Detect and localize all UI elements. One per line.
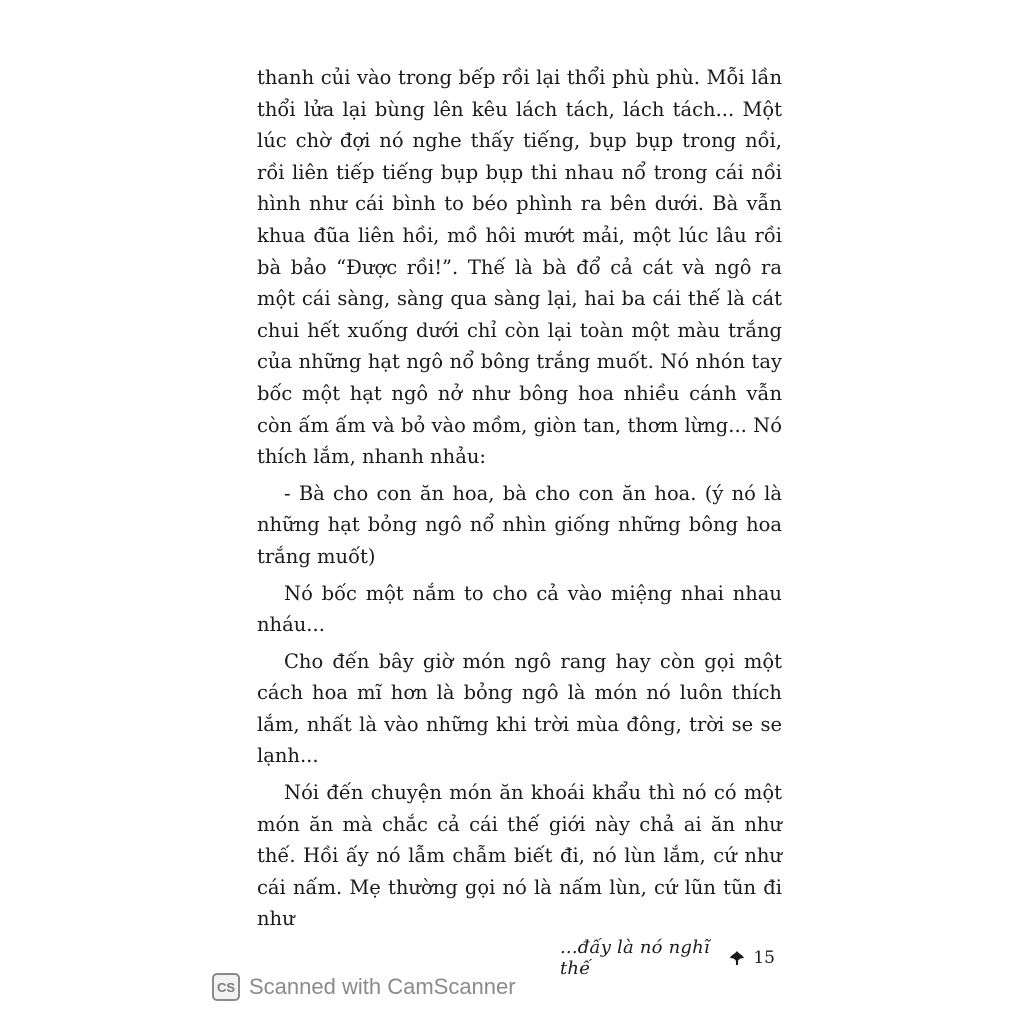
body-text <box>257 62 782 940</box>
paragraph-2: - Bà cho con ăn hoa, bà cho con ăn hoa. (ý nó là những hạt bỏng ngô nổ nhìn giống những bông hoa trắng muốt) <box>257 481 782 568</box>
running-title: ...đấy là nó nghĩ thế <box>560 937 710 979</box>
paragraph-5: Nói đến chuyện món ăn khoái khẩu thì nó có một món ăn mà chắc cả cái thế giới này chả ai ăn như thế. Hồi ấy nó lẫm chẫm biết đi, nó lùn lắm, cứ như cái nấm. Mẹ thường gọi nó là nấm lùn, cứ lũn tũn đi như <box>257 781 782 931</box>
watermark-text: Scanned with CamScanner <box>249 974 516 999</box>
leaf-icon <box>729 950 745 966</box>
page-number: 15 <box>753 948 775 968</box>
camscanner-logo-icon: CS <box>212 973 240 1001</box>
paragraph-4: Cho đến bây giờ món ngô rang hay còn gọi một cách hoa mĩ hơn là bỏng ngô là món nó luôn thích lắm, nhất là vào những khi trời mùa đông, trời se se lạnh... <box>257 649 782 768</box>
page-footer <box>560 937 775 979</box>
paragraph-1: thanh củi vào trong bếp rồi lại thổi phù phù. Mỗi lần thổi lửa lại bùng lên kêu lách tách, lách tách... Một lúc chờ đợi nó nghe thấy tiếng, bụp bụp trong nồi, rồi liên tiếp tiếng bụp bụp thi nhau nổ trong cái nồi hình như cái bình to béo phình ra bên dưới. Bà vẫn khua đũa liên hồi, mồ hôi mướt mải, một lúc lâu rồi bà bảo “Được rồi!”. Thế là bà đổ cả cát và ngô ra một cái sàng, sàng qua sàng lại, hai ba cái thế là cát chui hết xuống dưới chỉ còn lại toàn một màu trắng của những hạt ngô nổ bông trắng muốt. Nó nhón tay bốc một hạt ngô nở như bông hoa nhiều cánh vẫn còn ấm ấm và bỏ vào mồm, giòn tan, thơm lừng... Nó thích lắm, nhanh nhảu: <box>257 66 782 469</box>
scanner-watermark <box>212 971 516 1003</box>
paragraph-3: Nó bốc một nắm to cho cả vào miệng nhai nhau nháu... <box>257 581 782 637</box>
